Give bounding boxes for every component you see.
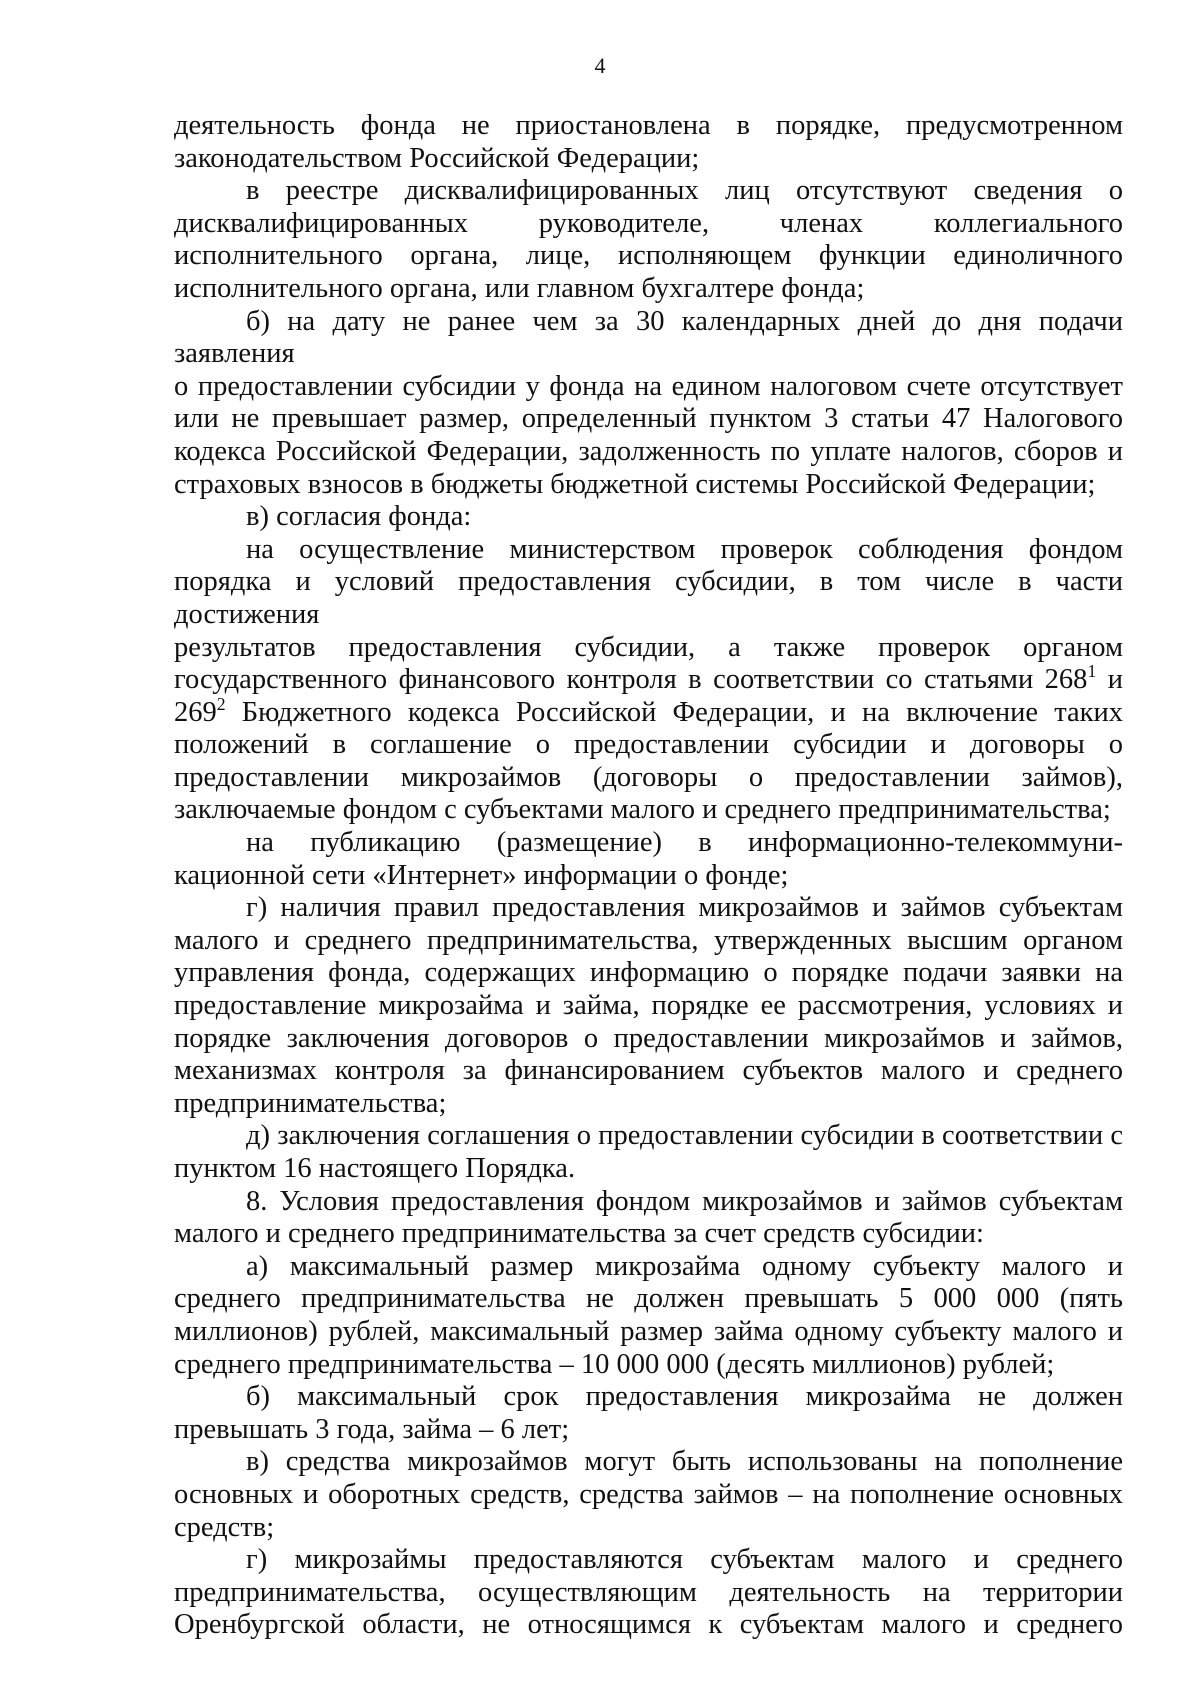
text-line: г) наличия правил предоставления микрозаймов и займов субъектам [246, 892, 1123, 924]
text-line: а) максимальный размер микрозайма одному субъекту малого и [246, 1250, 1123, 1282]
text-line: б) на дату не ранее чем за 30 календарных дней до дня подачи заявления [174, 305, 1123, 370]
text-run: и [1096, 664, 1123, 696]
paragraph-d-agreement [174, 1120, 1123, 1185]
text-line: заключаемые фондом с субъектами малого и среднего предпринимательства; [174, 794, 1111, 826]
text-line: законодательством Российской Федерации; [174, 142, 700, 174]
text-line-with-superscript [174, 693, 1123, 730]
text-line: в) согласия фонда: [246, 501, 472, 533]
text-line: кационной сети «Интернет» информации о фонде; [174, 859, 789, 891]
text-line: дисквалифицированных руководителе, членах коллегиального [174, 207, 1123, 239]
text-line: предоставлении микрозаймов (договоры о предоставлении займов), [174, 761, 1123, 793]
text-line: управления фонда, содержащих информацию о порядке подачи заявки на [174, 957, 1123, 989]
text-line: положений в соглашение о предоставлении субсидии и договоры о [174, 729, 1123, 761]
paragraph-publication-consent [174, 827, 1123, 892]
paragraph-a-max-amount [174, 1251, 1123, 1381]
text-line: в реестре дисквалифицированных лиц отсутствуют сведения о [246, 175, 1123, 207]
text-line-with-superscript [174, 661, 1123, 697]
text-line: Оренбургской области, не относящимся к субъектам малого и среднего [174, 1609, 1123, 1641]
text-line: г) микрозаймы предоставляются субъектам малого и среднего [246, 1544, 1123, 1576]
text-line: деятельность фонда не приостановлена в порядке, предусмотренном [174, 110, 1123, 141]
text-line: малого и среднего предпринимательства, утвержденных высшим органом [174, 924, 1123, 956]
text-line: среднего предпринимательства – 10 000 000 (десять миллионов) рублей; [174, 1348, 1055, 1380]
text-line: предпринимательства, осуществляющим деятельность на территории [174, 1576, 1123, 1608]
text-line: в) средства микрозаймов могут быть использованы на пополнение [246, 1446, 1123, 1478]
paragraph-v-fund-consent [174, 501, 1123, 534]
text-line: средств; [174, 1511, 275, 1543]
text-line: на публикацию (размещение) в информационно-телекоммуни- [246, 827, 1123, 859]
text-line: б) максимальный срок предоставления микрозайма не должен [246, 1381, 1123, 1413]
text-run: 269 [174, 696, 217, 728]
paragraph-g-microloan-rules [174, 892, 1123, 1120]
text-run: Бюджетного кодекса Российской Федерации, и на включение таких [225, 696, 1123, 728]
superscript-2: 2 [216, 693, 226, 714]
text-line: на осуществление министерством проверок соблюдения фондом [246, 533, 1123, 565]
page-number: 4 [594, 53, 606, 78]
text-line: предоставление микрозайма и займа, порядке ее рассмотрения, условиях и [174, 990, 1123, 1022]
text-run: государственного финансового контроля в соответствии со статьями 268 [174, 664, 1088, 696]
document-body [174, 110, 1123, 1642]
text-line: о предоставлении субсидии у фонда на едином налоговом счете отсутствует [174, 370, 1123, 402]
superscript-1: 1 [1087, 661, 1097, 682]
text-line: превышать 3 года, займа – 6 лет; [174, 1413, 570, 1445]
paragraph-fund-activity [174, 110, 1123, 175]
paragraph-v-use-of-funds [174, 1446, 1123, 1544]
text-line: порядке заключения договоров о предоставлении микрозаймов и займов, [174, 1022, 1123, 1054]
text-line: малого и среднего предпринимательства за счет средств субсидии: [174, 1218, 984, 1250]
text-line: результатов предоставления субсидии, а также проверок органом [174, 631, 1123, 663]
text-line: среднего предпринимательства не должен превышать 5 000 000 (пять [174, 1283, 1123, 1315]
text-line: кодекса Российской Федерации, задолженность по уплате налогов, сборов и [174, 435, 1123, 467]
text-line: миллионов) рублей, максимальный размер займа одному субъекту малого и [174, 1315, 1123, 1347]
paragraph-b-tax-debt [174, 306, 1123, 502]
text-line: основных и оборотных средств, средства займов – на пополнение основных [174, 1478, 1123, 1510]
paragraph-disqualified-registry [174, 175, 1123, 305]
text-line: или не превышает размер, определенный пунктом 3 статьи 47 Налогового [174, 403, 1123, 435]
text-line: исполнительного органа, или главном бухгалтере фонда; [174, 272, 865, 304]
paragraph-b-max-term [174, 1381, 1123, 1446]
paragraph-8-conditions [174, 1186, 1123, 1251]
text-line: пунктом 16 настоящего Порядка. [174, 1153, 576, 1184]
text-line: страховых взносов в бюджеты бюджетной системы Российской Федерации; [174, 468, 1096, 500]
paragraph-g-recipients [174, 1544, 1123, 1642]
text-line: исполнительного органа, лице, исполняющем функции единоличного [174, 240, 1123, 272]
text-line: механизмах контроля за финансированием субъектов малого и среднего [174, 1055, 1123, 1087]
paragraph-inspection-consent [174, 534, 1123, 827]
text-line: 8. Условия предоставления фондом микрозаймов и займов субъектам [246, 1185, 1123, 1217]
text-line: д) заключения соглашения о предоставлении субсидии в соответствии с [246, 1120, 1123, 1152]
text-line: предпринимательства; [174, 1087, 447, 1119]
text-line: порядка и условий предоставления субсидии, в том числе в части достижения [174, 566, 1123, 630]
